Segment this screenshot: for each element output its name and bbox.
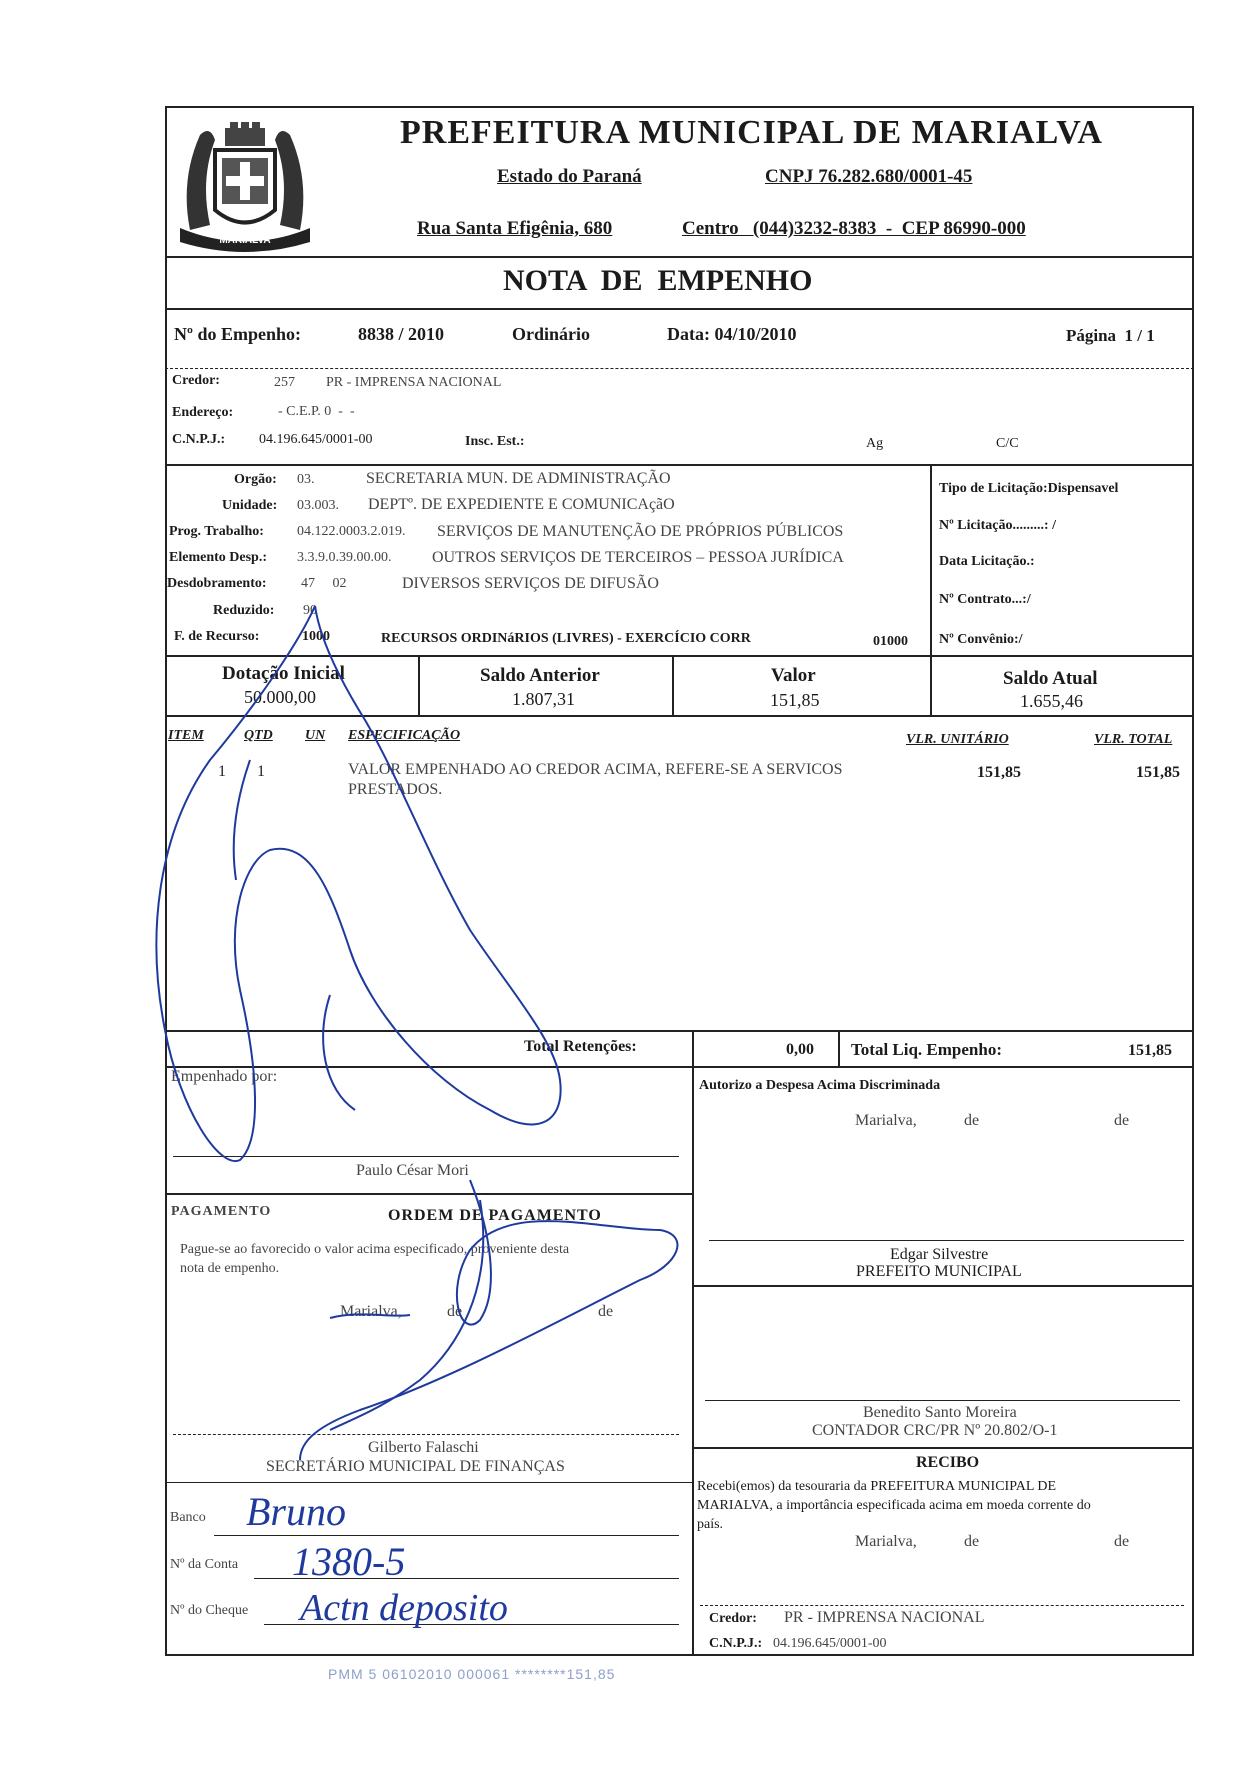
valor-value: 151,85 [770,690,820,710]
dotacao-inicial-value: 50.000,00 [244,687,316,707]
saldo-atual-value: 1.655,46 [1020,691,1083,711]
autorizo-place: Marialva, [855,1112,917,1129]
recibo-place: Marialva, [855,1533,917,1550]
contrato-numero: Nº Contrato...:/ [939,592,1031,607]
header-cnpj: CNPJ 76.282.680/0001-45 [765,166,973,187]
recibo-text-line2: MARIALVA, a importância especificada acima em moeda corrente do [697,1498,1091,1513]
ordem-pagamento-label: ORDEM DE PAGAMENTO [388,1207,602,1224]
total-retencoes-value: 0,00 [786,1041,814,1058]
col-header-vlr-unitario: VLR. UNITÁRIO [906,732,1009,747]
recibo-de2: de [1114,1533,1130,1550]
prefeito-name: Edgar Silvestre [890,1246,989,1263]
convenio-numero: Nº Convênio:/ [939,632,1023,647]
col-header-vlr-total: VLR. TOTAL [1094,732,1173,747]
prog-desc: SERVIÇOS DE MANUTENÇÃO DE PRÓPRIOS PÚBLICOS [437,523,844,540]
desdobramento-desc: DIVERSOS SERVIÇOS DE DIFUSÃO [402,575,659,592]
total-liq-label: Total Liq. Empenho: [851,1040,1002,1059]
page-number: Página 1 / 1 [1066,326,1155,345]
empenhado-por-label: Empenhado por: [171,1068,278,1085]
recibo-credor-name: PR - IMPRENSA NACIONAL [784,1609,985,1626]
autorizo-de1: de [964,1112,980,1129]
prefeito-role: PREFEITO MUNICIPAL [856,1263,1022,1280]
recibo-label: RECIBO [916,1454,980,1471]
item-1-total-value: 151,85 [1136,764,1180,781]
contador-role: CONTADOR CRC/PR Nº 20.802/O-1 [812,1422,1058,1439]
handwritten-banco: Bruno [246,1489,346,1534]
recibo-cnpj-label: C.N.P.J.: [709,1636,763,1651]
reduzido-label: Reduzido: [213,603,275,618]
pagamento-text-line2: nota de empenho. [180,1261,280,1276]
header-state: Estado do Paraná [497,166,642,187]
dotacao-inicial-label: Dotação Inicial [222,663,345,684]
elemento-desc: OUTROS SERVIÇOS DE TERCEIROS – PESSOA JURÍDICA [432,549,844,566]
empenho-date: Data: 04/10/2010 [667,324,797,344]
conta-label: Nº da Conta [170,1557,239,1572]
doc-title: NOTA DE EMPENHO [503,264,813,297]
desdobramento-label: Desdobramento: [167,576,267,591]
empenho-number-label: Nº do Empenho: [174,324,301,344]
saldo-anterior-label: Saldo Anterior [480,665,600,686]
recibo-cnpj: 04.196.645/0001-00 [773,1636,887,1651]
contador-name: Benedito Santo Moreira [863,1404,1017,1421]
recibo-text-line1: Recebi(emos) da tesouraria da PREFEITURA MUNICIPAL DE [697,1479,1057,1494]
elemento-label: Elemento Desp.: [169,550,267,565]
unidade-code: 03.003. [297,498,339,513]
handwritten-conta: 1380-5 [292,1539,406,1584]
unidade-desc: DEPTº. DE EXPEDIENTE E COMUNICAçãO [368,496,675,513]
pagamento-place: Marialva, [340,1303,402,1320]
pagamento-label: PAGAMENTO [171,1204,272,1219]
unidade-label: Unidade: [222,498,278,513]
empenho-type: Ordinário [512,324,591,344]
fonte-desc: RECURSOS ORDINáRIOS (LIVRES) - EXERCÍCIO CORR [381,631,751,646]
endereco-value: - C.E.P. 0 - - [278,404,355,419]
saldo-atual-label: Saldo Atual [1003,668,1098,689]
reduzido-value: 90 [303,603,317,618]
item-1-unit-value: 151,85 [977,764,1021,781]
header-title: PREFEITURA MUNICIPAL DE MARIALVA [400,114,1103,151]
header-street: Rua Santa Efigênia, 680 [417,218,613,239]
desdobramento-code: 47 02 [301,576,347,591]
cc-label: C/C [996,436,1019,451]
credor-label: Credor: [172,373,220,388]
pagamento-de2: de [598,1303,614,1320]
saldo-anterior-value: 1.807,31 [512,689,575,709]
orgao-desc: SECRETARIA MUN. DE ADMINISTRAÇÃO [366,470,671,487]
elemento-code: 3.3.9.0.39.00.00. [297,550,392,565]
licitacao-tipo: Tipo de Licitação:Dispensavel [939,481,1119,496]
pagamento-text-line1: Pague-se ao favorecido o valor acima especificado, proveniente desta [180,1242,570,1257]
recibo-text-line3: país. [697,1517,724,1532]
empenhado-por-name: Paulo César Mori [356,1162,469,1179]
fonte-label: F. de Recurso: [174,629,260,644]
credor-code: 257 [274,375,295,390]
pagamento-de1: de [447,1303,463,1320]
col-header-item: ITEM [168,728,204,743]
machine-stamp: PMM 5 06102010 000061 ********151,85 [328,1666,616,1682]
svg-text:MARIALVA: MARIALVA [219,235,271,246]
secretario-role: SECRETÁRIO MUNICIPAL DE FINANÇAS [266,1458,565,1475]
item-1-spec-line1: VALOR EMPENHADO AO CREDOR ACIMA, REFERE-SE A SERVICOS [348,761,843,778]
credor-cnpj-label: C.N.P.J.: [172,432,226,447]
recibo-credor-label: Credor: [709,1611,757,1626]
handwritten-cheque: Actn deposito [300,1587,508,1629]
recibo-de1: de [964,1533,980,1550]
header-address: Centro (044)3232-8383 - CEP 86990-000 [682,218,1026,239]
item-1-number: 1 [218,763,226,780]
orgao-code: 03. [297,472,315,487]
item-1-qtd: 1 [257,763,265,780]
empenho-number: 8838 / 2010 [358,324,445,344]
fonte-number: 01000 [873,634,908,649]
item-1-spec-line2: PRESTADOS. [348,781,443,798]
col-header-especificacao: ESPECIFICAÇÃO [348,728,461,743]
fonte-code: 1000 [302,629,330,644]
ag-label: Ag [866,436,884,451]
total-liq-value: 151,85 [1128,1042,1172,1059]
endereco-label: Endereço: [172,405,234,420]
orgao-label: Orgão: [234,472,277,487]
autorizo-de2: de [1114,1112,1130,1129]
licitacao-data: Data Licitação.: [939,554,1035,569]
prog-code: 04.122.0003.2.019. [297,524,406,539]
insc-est-label: Insc. Est.: [465,434,525,449]
prog-label: Prog. Trabalho: [169,524,264,539]
credor-name: PR - IMPRENSA NACIONAL [326,375,502,390]
total-retencoes-label: Total Retenções: [524,1038,637,1055]
credor-cnpj: 04.196.645/0001-00 [259,432,373,447]
cheque-label: Nº do Cheque [170,1603,249,1618]
banco-label: Banco [170,1510,206,1525]
col-header-qtd: QTD [244,728,273,743]
autorizo-label: Autorizo a Despesa Acima Discriminada [699,1078,941,1093]
licitacao-numero: Nº Licitação.........: / [939,518,1056,533]
valor-label: Valor [771,665,816,686]
secretario-name: Gilberto Falaschi [368,1439,479,1456]
col-header-un: UN [305,728,326,743]
